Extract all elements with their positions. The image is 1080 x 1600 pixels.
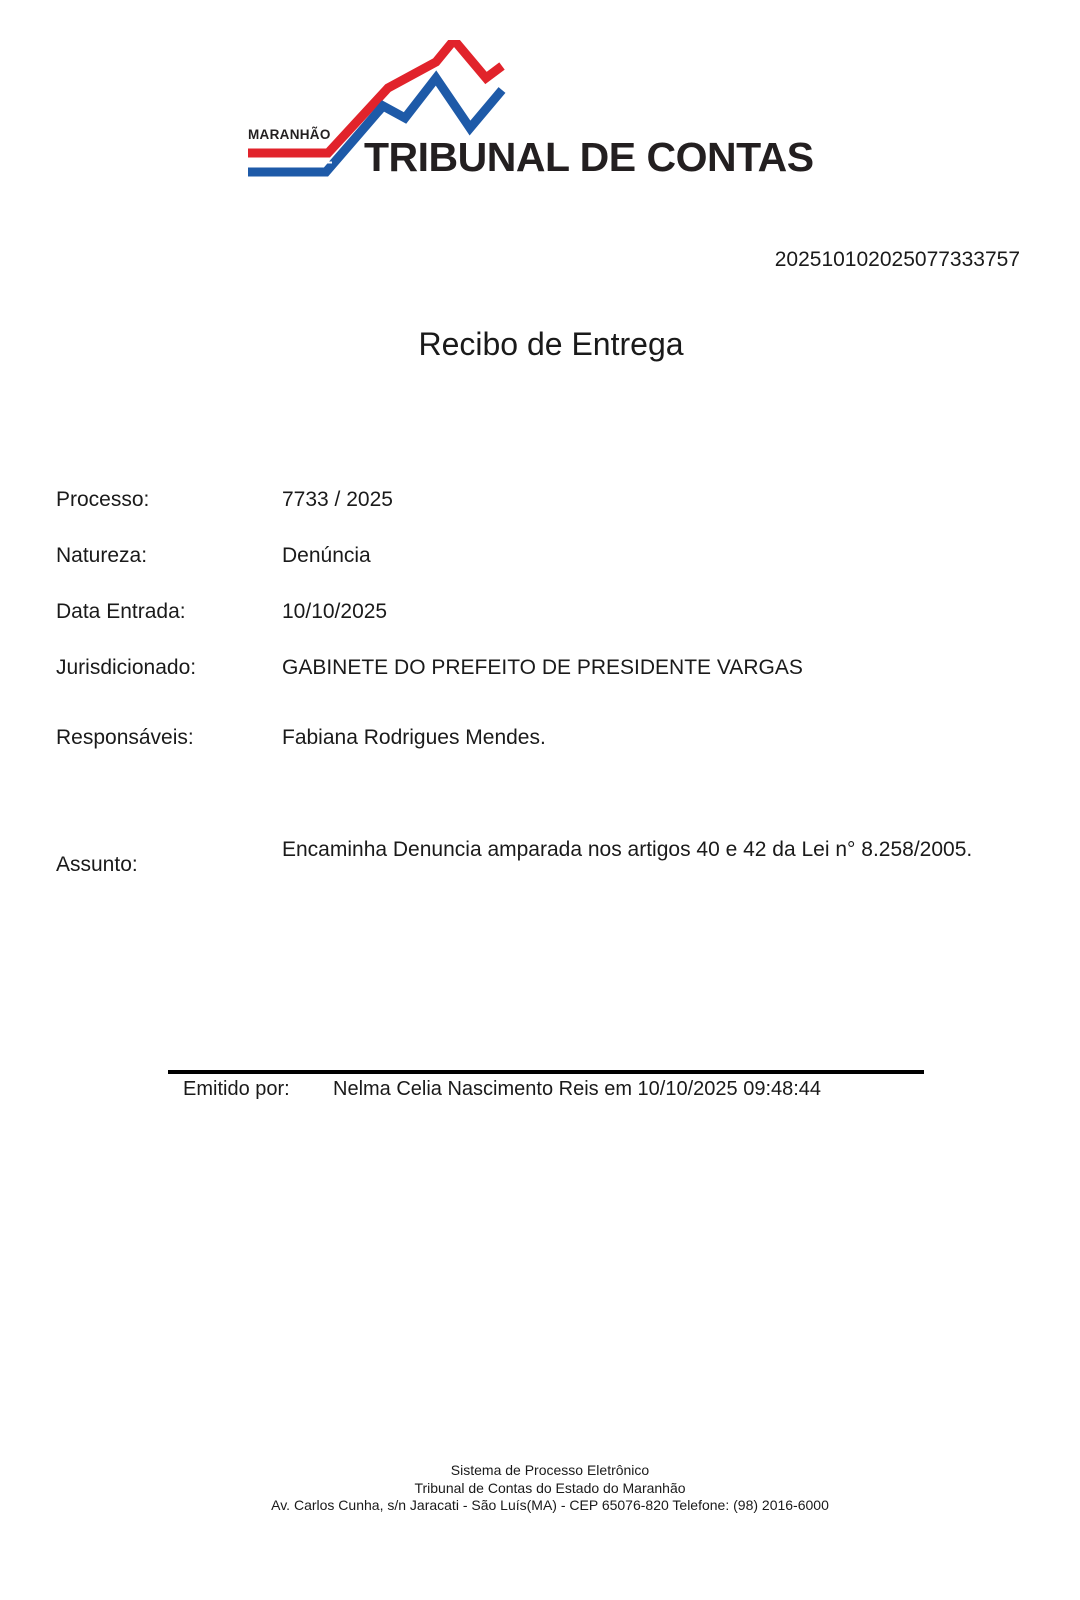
data-entrada-value: 10/10/2025 (282, 600, 388, 623)
tribunal-logo (248, 40, 838, 190)
footer-system-name: Sistema de Processo Eletrônico (450, 1462, 650, 1478)
natureza-label: Natureza: (56, 544, 148, 567)
footer-institution: Tribunal de Contas do Estado do Maranhão (414, 1479, 686, 1496)
responsaveis-value: Fabiana Rodrigues Mendes. (282, 726, 546, 749)
processo-label: Processo: (56, 488, 150, 511)
footer (0, 1462, 1080, 1515)
emitido-value: Nelma Celia Nascimento Reis em 10/10/2025 09:48:44 (333, 1078, 822, 1100)
responsaveis-label: Responsáveis: (56, 726, 194, 749)
footer-address: Av. Carlos Cunha, s/n Jaracati - São Luís(MA) - CEP 65076-820 Telefone: (98) 2016-6000 (271, 1497, 829, 1513)
emitido-label: Emitido por: (183, 1078, 290, 1100)
logo-brand-text: TRIBUNAL DE CONTAS (364, 134, 814, 180)
jurisdicionado-label: Jurisdicionado: (56, 656, 197, 679)
assunto-label: Assunto: (56, 853, 138, 876)
jurisdicionado-value: GABINETE DO PREFEITO DE PRESIDENTE VARGAS (282, 656, 803, 679)
processo-value: 7733 / 2025 (282, 488, 393, 511)
signature-rule (168, 1070, 924, 1074)
logo-state-text: MARANHÃO (248, 127, 331, 142)
document-number: 202510102025077333757 (774, 248, 1020, 271)
data-entrada-label: Data Entrada: (56, 600, 186, 623)
natureza-value: Denúncia (282, 544, 371, 567)
page-title: Recibo de Entrega (418, 326, 684, 362)
assunto-value: Encaminha Denuncia amparada nos artigos 40 e 42 da Lei n° 8.258/2005. (282, 838, 973, 861)
